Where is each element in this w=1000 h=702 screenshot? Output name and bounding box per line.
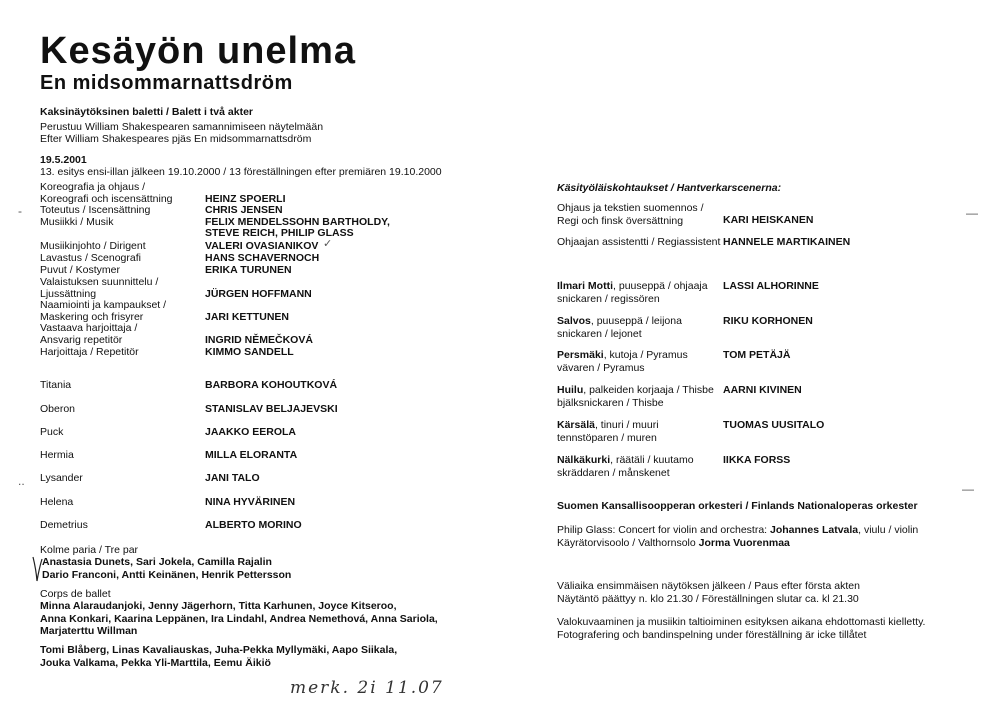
handwritten-bracket-mark — [31, 555, 43, 583]
credit-label: Koreografia ja ohjaus / Koreografi och iscensättning — [40, 181, 173, 205]
couples-heading: Kolme paria / Tre par — [40, 544, 139, 556]
intermission-note: Väliaika ensimmäisen näytöksen jälkeen / Paus efter första akten Näytäntö päättyy n. klo 21.30 / Föreställningen slutar ca. kl 21.30 — [557, 580, 860, 605]
scan-dash-mark: - — [18, 204, 22, 218]
credit-value: HEINZ SPOERLI — [205, 192, 286, 205]
credit-label: Vastaava harjoittaja / Ansvarig repetitör — [40, 322, 138, 346]
handwritten-note: merk. 2i 11.07 — [290, 678, 444, 698]
handwritten-check-mark: ✓ — [323, 238, 333, 250]
role-dancer: ALBERTO MORINO — [205, 519, 302, 531]
craftsman-role: Salvos, puuseppä / leijona snickaren / lejonet — [557, 315, 682, 340]
credit-label: Toteutus / Iscensättning — [40, 204, 151, 216]
page-title: Kesäyön unelma — [40, 30, 356, 72]
credit-value: JÜRGEN HOFFMANN — [205, 287, 312, 300]
craftsman-actor: LASSI ALHORINNE — [723, 280, 819, 292]
page-subtitle: En midsommarnattsdröm — [40, 72, 293, 94]
craftsman-role: Kärsälä, tinuri / muuri tennstöparen / muren — [557, 419, 659, 444]
craftsmen-staff-value: KARI HEISKANEN — [723, 214, 814, 226]
scan-dash-mark: — — [966, 206, 978, 220]
role-dancer: JANI TALO — [205, 472, 260, 484]
credit-label: Naamiointi ja kampaukset / Maskering och frisyrer — [40, 299, 167, 323]
credit-value: INGRID NĚMEČKOVÁ — [205, 333, 313, 346]
craftsman-actor: RIKU KORHONEN — [723, 315, 813, 327]
scan-dot-mark: .. — [18, 474, 25, 488]
credit-value: HANS SCHAVERNOCH — [205, 252, 320, 264]
craftsman-role: Huilu, palkeiden korjaaja / Thisbe bjälksnickaren / Thisbe — [557, 384, 714, 409]
role-name: Demetrius — [40, 519, 88, 531]
credit-value: VALERI OVASIANIKOV — [205, 240, 319, 252]
orchestra-title: Suomen Kansallisoopperan orkesteri / Finlands Nationaloperas orkester — [557, 500, 918, 512]
credit-value: JARI KETTUNEN — [205, 310, 290, 323]
corps-women: Minna Alaraudanjoki, Jenny Jägerhorn, Titta Karhunen, Joyce Kitseroo, Anna Konkari, Kaarina Leppänen, Ira Lindahl, Andrea Nemethová, Anna Sariola, Marjaterttu Willman — [40, 600, 438, 637]
craftsman-role: Persmäki, kutoja / Pyramus vävaren / Pyramus — [557, 349, 688, 374]
performance-note: 13. esitys ensi-illan jälkeen 19.10.2000 / 13 föreställningen efter premiären 19.10.2000 — [40, 166, 442, 178]
craftsman-actor: TUOMAS UUSITALO — [723, 419, 825, 431]
role-dancer: STANISLAV BELJAJEVSKI — [205, 403, 338, 415]
ballet-type: Kaksinäytöksinen baletti / Balett i två akter — [40, 106, 253, 118]
craftsman-actor: IIKKA FORSS — [723, 454, 791, 466]
credit-label: Valaistuksen suunnittelu / Ljussättning — [40, 276, 159, 300]
photography-note: Valokuvaaminen ja musiikin taltioiminen esityksen aikana ehdottomasti kielletty. Fotografering och bandinspelning under föreställning är icke tillåtet — [557, 616, 926, 641]
credit-label: Musiikinjohto / Dirigent — [40, 240, 146, 252]
role-dancer: BARBORA KOHOUTKOVÁ — [205, 379, 338, 391]
craftsman-actor: AARNI KIVINEN — [723, 384, 802, 396]
craftsmen-staff-label: Ohjaus ja tekstien suomennos / Regi och finsk översättning — [557, 202, 704, 227]
role-name: Oberon — [40, 403, 76, 415]
corps-heading: Corps de ballet — [40, 588, 111, 600]
role-name: Puck — [40, 426, 64, 438]
craftsman-role: Nälkäkurki, räätäli / kuutamo skräddaren / månskenet — [557, 454, 694, 479]
craftsmen-heading: Käsityöläiskohtaukset / Hantverkarscenerna: — [557, 182, 782, 194]
credit-label: Musiikki / Musik — [40, 215, 114, 228]
craftsman-role: Ilmari Motti, puuseppä / ohjaaja snickaren / regissören — [557, 280, 708, 305]
credit-label: Harjoittaja / Repetitör — [40, 346, 139, 358]
based-on-fi: Perustuu William Shakespearen samannimiseen näytelmään — [40, 121, 324, 133]
role-dancer: JAAKKO EEROLA — [205, 426, 297, 438]
credit-label: Puvut / Kostymer — [40, 264, 120, 276]
scan-dash-mark: — — [962, 482, 974, 496]
credit-value: KIMMO SANDELL — [205, 346, 294, 358]
craftsman-actor: TOM PETÄJÄ — [723, 349, 791, 361]
performance-date: 19.5.2001 — [40, 154, 87, 166]
credit-label: Lavastus / Scenografi — [40, 252, 141, 264]
role-dancer: NINA HYVÄRINEN — [205, 496, 296, 508]
role-name: Lysander — [40, 472, 83, 484]
orchestra-soloists: Philip Glass: Concert for violin and orchestra: Johannes Latvala, viulu / violin Käyrätorvisoolo / Valthornsolo Jorma Vuorenmaa — [557, 524, 919, 549]
role-name: Hermia — [40, 449, 74, 461]
role-dancer: MILLA ELORANTA — [205, 449, 298, 461]
based-on-sv: Efter William Shakespeares pjäs En midsommarnattsdröm — [40, 133, 312, 145]
craftsmen-staff-label: Ohjaajan assistentti / Regiassistent — [557, 236, 721, 248]
credit-value: FELIX MENDELSSOHN BARTHOLDY, STEVE REICH, PHILIP GLASS — [205, 215, 390, 239]
role-name: Titania — [40, 379, 72, 391]
couples-list: Anastasia Dunets, Sari Jokela, Camilla Rajalin Dario Franconi, Antti Keinänen, Henrik Pettersson — [42, 556, 292, 581]
craftsmen-staff-value: HANNELE MARTIKAINEN — [723, 236, 851, 248]
credit-value: CHRIS JENSEN — [205, 204, 283, 216]
role-name: Helena — [40, 496, 74, 508]
corps-men: Tomi Blåberg, Linas Kavaliauskas, Juha-Pekka Myllymäki, Aapo Siikala, Jouka Valkama, Pekka Yli-Marttila, Eemu Äikiö — [40, 644, 398, 669]
credit-value: ERIKA TURUNEN — [205, 264, 292, 276]
